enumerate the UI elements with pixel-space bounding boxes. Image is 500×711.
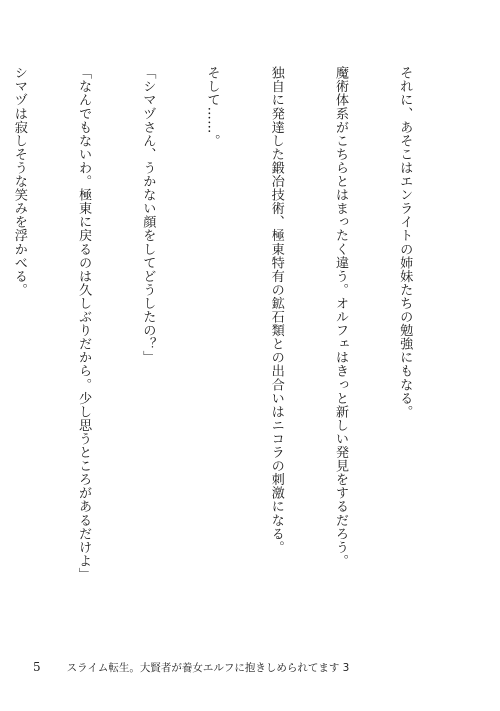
page-number: 5	[33, 660, 41, 674]
running-title: スライム転生。大賢者が養女エルフに抱きしめられてます 3	[66, 662, 350, 674]
body-text	[0, 66, 458, 634]
page-footer	[33, 660, 349, 675]
text-line: それに、あそこはエンライトの姉妹たちの勉強にもなる。	[397, 66, 413, 419]
text-line: 「シマヅさん、うかない顔をしてどうしたの？」	[140, 66, 156, 365]
text-line: 魔術体系がこちらとはまったく違う。オルフェはきっと新しい発見をするだろう。	[332, 66, 348, 568]
text-line: 独自に発達した鍛冶技術、極東特有の鉱石類との出合いはニコラの刺激になる。	[268, 66, 284, 554]
text-line: シマヅは寂しそうな笑みを浮かべる。	[11, 66, 27, 297]
text-line: そして……。	[204, 66, 220, 148]
text-line: 「なんでもないわ。極東に戻るのは久しぶりだから。少し思うところがあるだけよ」	[76, 66, 92, 581]
